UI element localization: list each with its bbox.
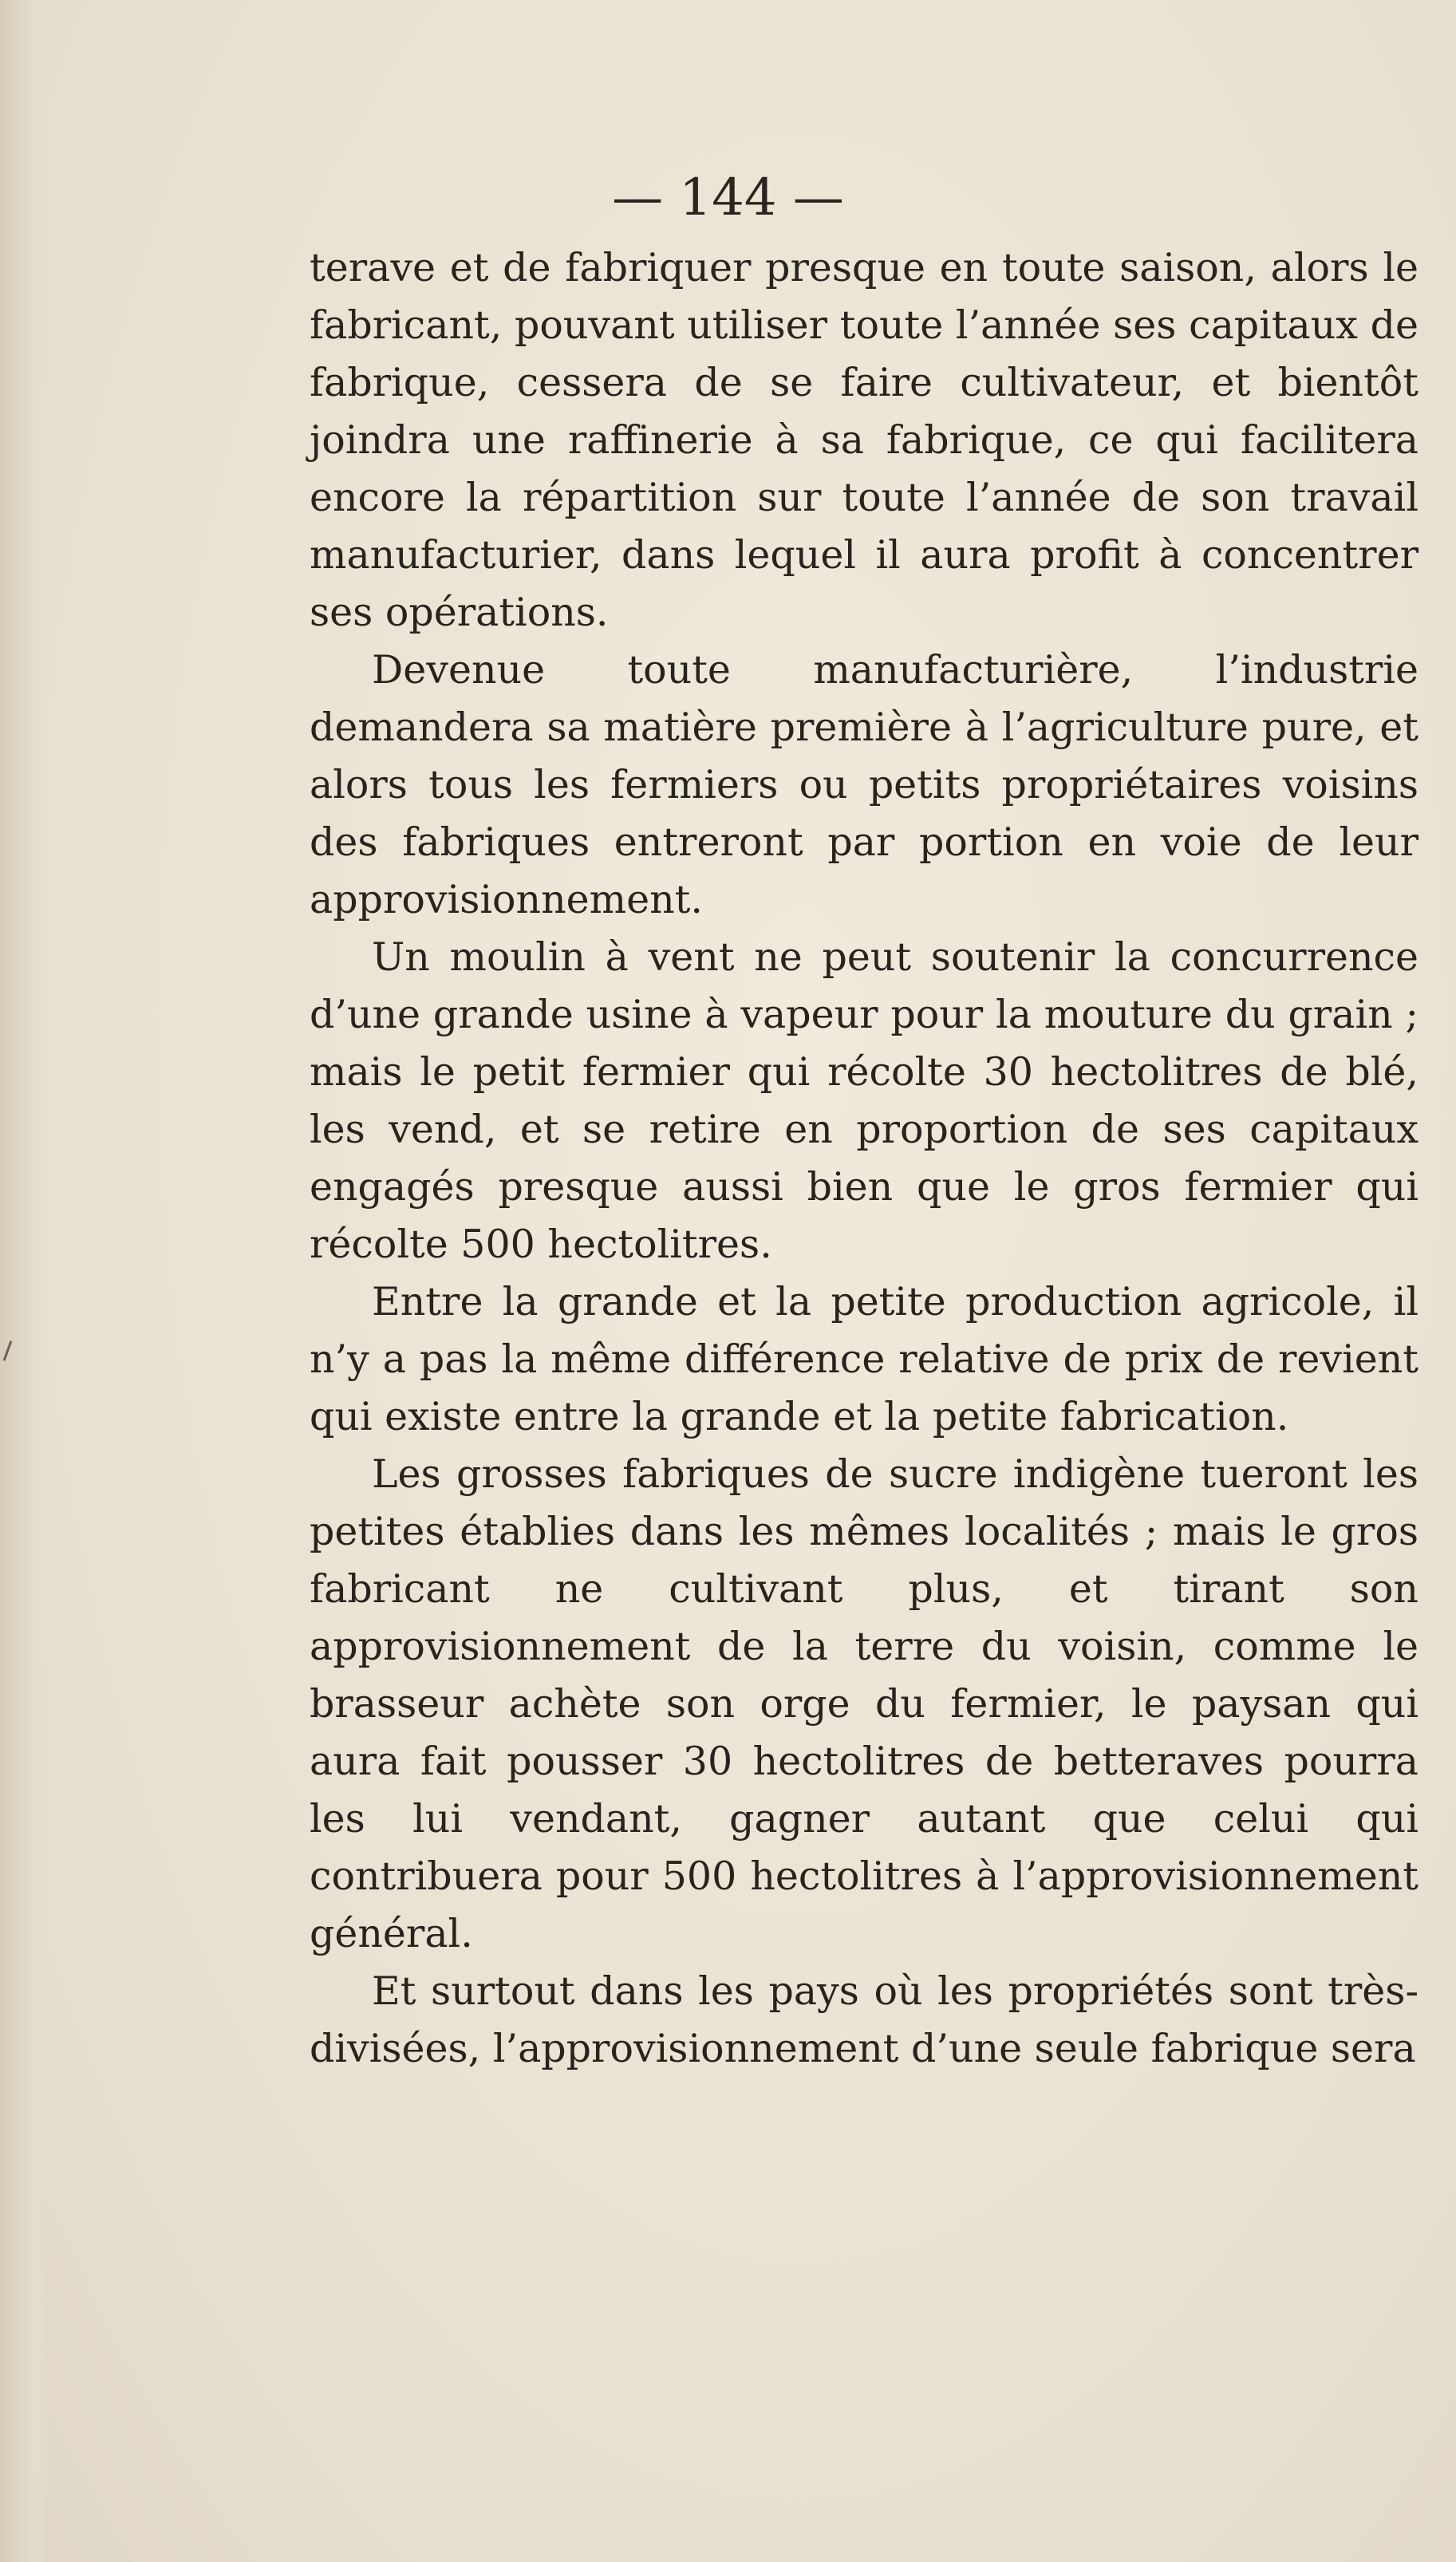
paragraph-1: terave et de fabriquer presque en toute saison, alors le fabricant, pouvant utiliser toute l’année ses capitaux de fabrique, cessera de se faire cultivateur, et bientôt joindra une raffinerie à sa fabrique, ce qui facilitera encore la répartition sur toute l’année de son travail manufacturier, dans lequel il aura profit à concentrer ses opérations. bbox=[310, 245, 1419, 635]
body-text bbox=[310, 239, 1419, 2078]
paragraph-5: Les grosses fabriques de sucre indigène tueront les petites établies dans les mêmes localités ; mais le gros fabricant ne cultivant plus, et tirant son approvisionnement de la terre du voisin, comme le brasseur achète son orge du fermier, le paysan qui aura fait pousser 30 hectolitres de betteraves pourra les lui vendant, gagner autant que celui qui contribuera pour 500 hectolitres à l’approvisionnement général. bbox=[310, 1451, 1419, 1956]
page-gutter-shadow bbox=[0, 0, 48, 2562]
paragraph-4: Entre la grande et la petite production agricole, il n’y a pas la même différence relative de prix de revient qui existe entre la grande et la petite fabrication. bbox=[310, 1279, 1419, 1439]
paragraph-3: Un moulin à vent ne peut soutenir la concurrence d’une grande usine à vapeur pour la mouture du grain ; mais le petit fermier qui récolte 30 hectolitres de blé, les vend, et se retire en proportion de ses capitaux engagés presque aussi bien que le gros fermier qui récolte 500 hectolitres. bbox=[310, 934, 1419, 1267]
paragraph-6: Et surtout dans les pays où les propriétés sont très-divisées, l’approvisionnement d’une seule fabrique sera bbox=[310, 1968, 1419, 2071]
paragraph-2: Devenue toute manufacturière, l’industrie demandera sa matière première à l’agriculture pure, et alors tous les fermiers ou petits propriétaires voisins des fabriques entreront par portion en voie de leur approvisionnement. bbox=[310, 647, 1419, 922]
page-number: — 144 — bbox=[612, 168, 844, 227]
